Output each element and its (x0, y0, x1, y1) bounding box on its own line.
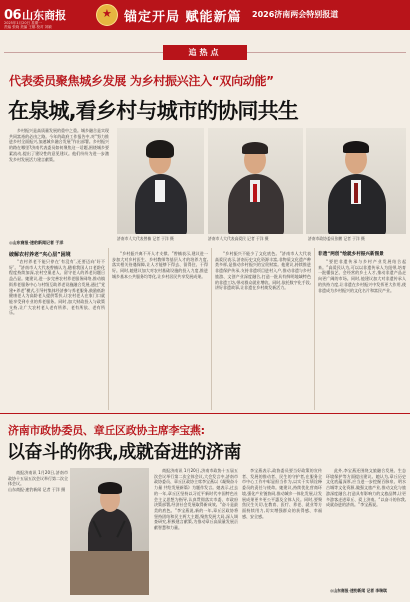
story1-subhead-2: 非遗“两创”绘就乡村振兴新图景 (318, 252, 384, 257)
story1-body-1: “农村养老不能只停在‘有没有’,还要迈向‘好不好’。”济南市人大代表曾楠认为,随着我国人口老龄化程度持续加深,农村空巢老人、留守老人的养老问题日益凸显。她建议,进一步完善农村养老服务网络,推动镇街养老服务中心与村级互助养老设施融合发展,通过“党建+养老”模式,引导村集体经济参与养老服务,鼓励低龄健康老人为高龄老人提供帮扶,让农村老人在家门口就能享受到专业的养老服务。同时,加大财政投入与政策支持,让广大农村老人老有所养、老有所依、老有所乐。 (9, 259, 105, 316)
story2-photo-caption (8, 470, 68, 596)
special-report-label: 2026济南两会特别报道 (252, 10, 339, 19)
story2-kicker: 济南市政协委员、章丘区政协主席李宝燕: (8, 424, 205, 437)
photo-caption-2: 济南市人大代表高爱民 记者 于洋 摄 (208, 236, 269, 241)
story2-photo-credit: 山东商报·速豹新闻 记者 于洋 摄 (8, 487, 66, 493)
photo-representative-2 (208, 128, 303, 234)
story-separator (0, 413, 410, 414)
campaign-slogan: 锚定开局 赋能新篇 (124, 10, 242, 25)
page-number: 06 (4, 7, 22, 23)
photo-representative-1 (117, 128, 204, 234)
story1-body-2: “乡村振兴离不开人才支撑。”曾楠表示,建议进一步加大对乡村医生、乡村教师等基层人才的培养力度,落实相关待遇保障,让人才能够下得去、留得住、干得好。同时,她建议加大对农村基础设施的投入力度,推进城乡基本公共服务均等化,让乡村居民共享发展成果。 (112, 251, 208, 279)
photo-caption-3: 济南市政协委员张鹏 记者 于洋 摄 (308, 236, 365, 241)
photo-representative-3 (306, 128, 406, 234)
story1-lead: 乡村振兴是高质量发展的重中之重。城乡融合是实现共同富裕的必由之路。今年的政府工作报告中,对“努力推进乡村全面振兴,加速城乡融合发展”作出部署。乡村振兴的路在哪里?济南代表委员如何聚焦这一话题,围绕城乡要素流动,提出了建设性的意见建议。他们纷纷为进一步激发乡村发展活力建言献策。 (9, 128, 109, 162)
story1-subhead-1: 破解农村养老“夹心层”困境 (9, 252, 71, 258)
story1-body-4: “要把非遗传承与乡村产业发展结合起来。”高爱民认为,可以以非遗传承人为纽带,培育一批懂技艺、会经营的乡土人才,推动非遗产品走向更广阔的市场。同时,他建议加大对非遗传承人的扶持力度,让非遗在乡村振兴中发挥更大作用,使非遗成为乡村振兴的文化名片和富民产业。 (318, 259, 406, 293)
column-divider (314, 248, 315, 410)
column-divider (108, 248, 109, 410)
story1-byline: ◎山东商报·速豹新闻记者 于洋 (9, 240, 64, 245)
story1-byline-text: 山东商报·速豹新闻记者 于洋 (12, 240, 64, 245)
story2-byline-text: 山东商报·速豹新闻 记者 李瑞琪 (333, 588, 387, 593)
story1-headline: 在泉城,看乡村与城市的协同共生 (8, 99, 298, 123)
issue-date: 2025年1月20日 星期一 (4, 21, 42, 25)
story2-headline: 以奋斗的你我,成就奋进的济南 (7, 442, 241, 463)
emblem-icon (96, 4, 118, 26)
masthead-meta (4, 21, 52, 29)
story2-body-1: 商报济南讯 1月20日,济南市政协十五届五次会议举行第二次全体会议,大会发言中,济南市政协委员、章丘区政协主席李宝燕以《凝聚奋斗力量 共绘发展新篇》为题作发言。她表示,过去的一年,章丘区坚持以习近平新时代中国特色社会主义思想为指导,认真贯彻落实市委、市政府决策部署,经济社会发展取得新成效。“奋斗是最美的底色。”李宝燕说,新的一年,章丘区政协将坚持团结和民主两大主题,聚焦发展大局,深入调查研究,积极建言献策,为推动章丘高质量发展贡献智慧和力量。 (154, 468, 238, 531)
photo-speaker (70, 468, 149, 595)
story1-body-3: “乡村振兴不能少了文化底色。”济南市人大代表高爱民表示,济南历史文化资源丰富,非物质文化遗产种类多样,是推动乡村振兴的宝贵财富。他建议,持续推进非遗保护传承,支持非遗项目进村入户,推动非遗与乡村旅游、文创产业深度融合,打造一批具有鲜明地域特色的非遗工坊,带动群众就业增收。同时,依托数字化手段,讲好非遗故事,让非遗在乡村焕发新活力。 (215, 251, 311, 291)
story1-kicker: 代表委员聚焦城乡发展 为乡村振兴注入“双向动能” (9, 74, 274, 88)
column-divider (211, 248, 212, 410)
story2-body-3: 此外,李宝燕还围绕文旅融合发展、生态环境保护等方面提出建议。她认为,章丘历史文化底蕴深厚,应当进一步挖掘百脉泉、明水古城等文化资源,做强文旅产业,推动文化与旅游深度融合,打造具有影响力的文旅品牌,让更多游客走进章丘、爱上济南。“以奋斗的你我,成就奋进的济南。”李宝燕说。 (326, 468, 406, 508)
paper-name: 山东商报 (22, 9, 67, 22)
story2-body-2: 李宝燕表示,政协委员要当好政策的宣传者、发展的推动者、民生的守护者,在服务全市中心工作中彰显担当作为,以实干实绩诠释委员的责任与使命。她建议,持续优化营商环境,强化产业链协同,推动城乡一体化发展,让发展成果更多更公平惠及全体人民。同时,要聚焦民生关切,在教育、医疗、养老、就业等方面持续用力,切实增强群众的获得感、幸福感、安全感。 (242, 468, 322, 519)
section-label: 追热点 (163, 45, 247, 60)
editor-credits: 责编 张晓 美编 王娜 校对 刘颖 (4, 25, 52, 29)
photo-caption-1: 济南市人大代表曾楠 记者 于洋 摄 (117, 236, 174, 241)
story2-lead-text: 商报济南讯 1月20日,济南市政协十五届五次会议举行第二次全体会议。 (8, 470, 68, 487)
story2-byline: ◎山东商报·速豹新闻 记者 李瑞琪 (330, 588, 387, 593)
